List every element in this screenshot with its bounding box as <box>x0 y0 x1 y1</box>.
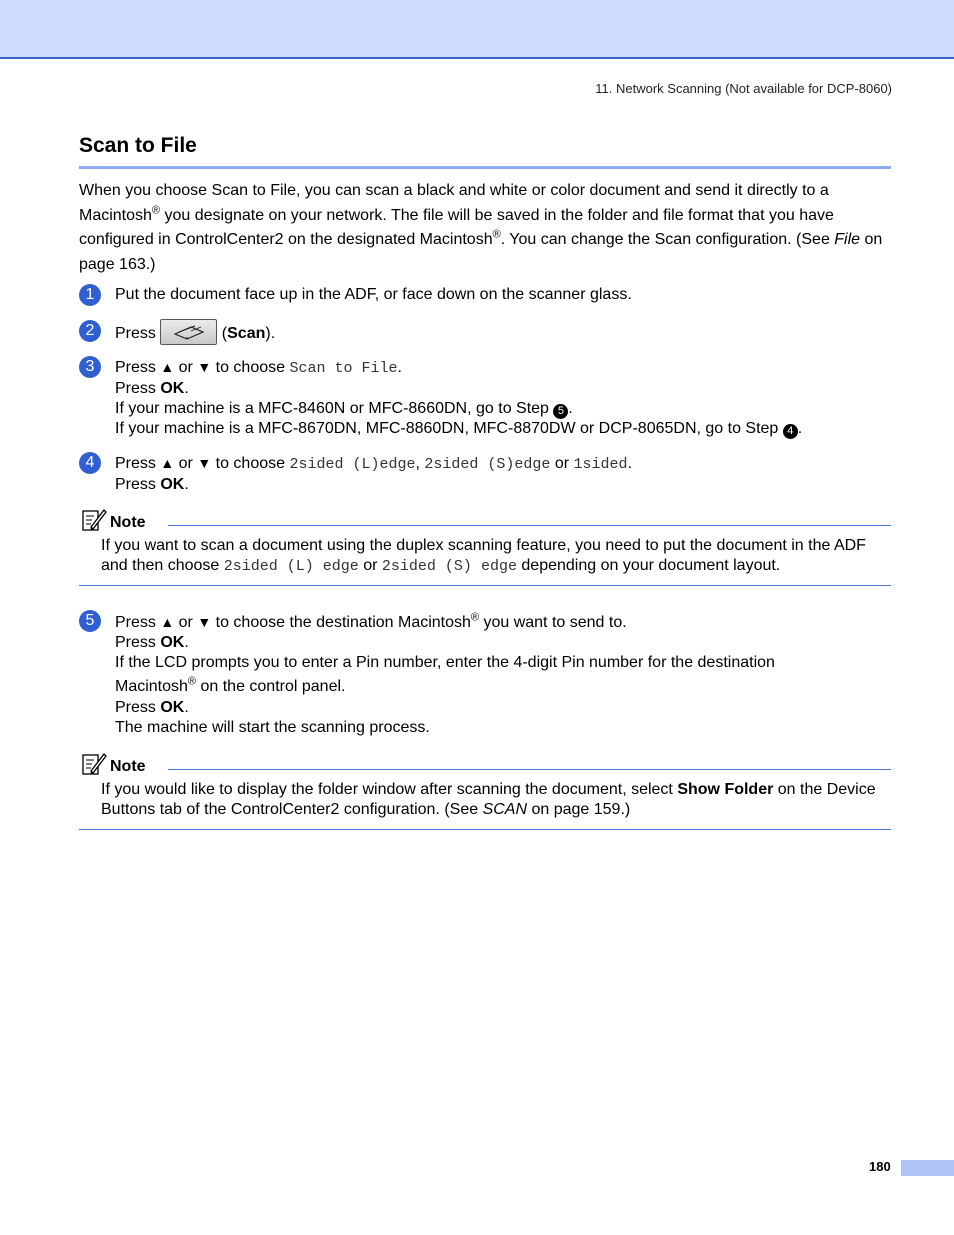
step-1 <box>79 285 899 305</box>
down-arrow-icon: ▼ <box>197 455 212 471</box>
note-pencil-icon <box>81 752 107 776</box>
step-5: 5 Press ▲ or ▼ to choose the destination Macintosh® you want to send to. Press OK. If the LCD prompts you to enter a Pin number, enter the 4-digit Pin number for the destination Macintosh® on the control panel. Press OK. The machine will start the scanning process. <box>79 611 899 738</box>
step-number-badge: 5 <box>79 610 101 632</box>
note-rule <box>168 525 891 526</box>
chapter-header: 11. Network Scanning (Not available for DCP-8060) <box>595 81 892 96</box>
note-pencil-icon <box>81 508 107 532</box>
down-arrow-icon: ▼ <box>197 614 212 630</box>
step-2: 2 Press (Scan). <box>79 321 899 347</box>
step-number-badge: 4 <box>79 452 101 474</box>
note-text: If you want to scan a document using the duplex scanning feature, you need to put the document in the ADF and then choose 2sided (L) edge or 2sided (S) edge depending on your document layout. <box>101 537 866 575</box>
file-link[interactable]: File <box>834 231 861 248</box>
step-ref-badge[interactable]: 4 <box>783 424 798 439</box>
note-bottom-rule <box>79 829 891 830</box>
section-title: Scan to File <box>79 134 197 157</box>
step-3: 3 Press ▲ or ▼ to choose Scan to File. Press OK. If your machine is a MFC-8460N or MFC-8660DN, go to Step 5 . If your machine is a MFC-8670DN, MFC-8860DN, MFC-8870DW or DCP-8065DN, go to Step 4 . <box>79 357 899 439</box>
scan-link[interactable]: SCAN <box>482 801 528 818</box>
page-number: 180 <box>869 1159 891 1174</box>
note-label: Note <box>110 514 146 531</box>
up-arrow-icon: ▲ <box>160 359 175 375</box>
up-arrow-icon: ▲ <box>160 614 175 630</box>
note-rule <box>168 769 891 770</box>
title-underline <box>79 166 891 169</box>
note-box <box>79 508 891 588</box>
note-text: If you would like to display the folder window after scanning the document, select Show Folder on the Device Buttons tab of the ControlCenter2 configuration. (See SCAN on page 159.) <box>101 781 876 818</box>
note-label: Note <box>110 758 146 775</box>
down-arrow-icon: ▼ <box>197 359 212 375</box>
step-ref-badge[interactable]: 5 <box>553 404 568 419</box>
step-4: 4 Press ▲ or ▼ to choose 2sided (L)edge, 2sided (S)edge or 1sided. Press OK. <box>79 453 899 495</box>
step-number-badge: 3 <box>79 356 101 378</box>
note-bottom-rule <box>79 585 891 586</box>
step-number-badge: 1 <box>79 284 101 306</box>
scan-key-icon <box>160 319 217 345</box>
top-banner <box>0 0 954 59</box>
page-tab <box>901 1160 954 1176</box>
intro-paragraph: When you choose Scan to File, you can scan a black and white or color document and send it directly to a Macintosh® you designate on your network. The file will be saved in the folder and file format that you have configured in ControlCenter2 on the designated Macintosh®. You can change the Scan configuration. (See File on page 163.) <box>79 182 883 273</box>
note-box <box>79 752 891 832</box>
up-arrow-icon: ▲ <box>160 455 175 471</box>
step-number-badge: 2 <box>79 320 101 342</box>
step-text: Put the document face up in the ADF, or face down on the scanner glass. <box>115 286 632 303</box>
